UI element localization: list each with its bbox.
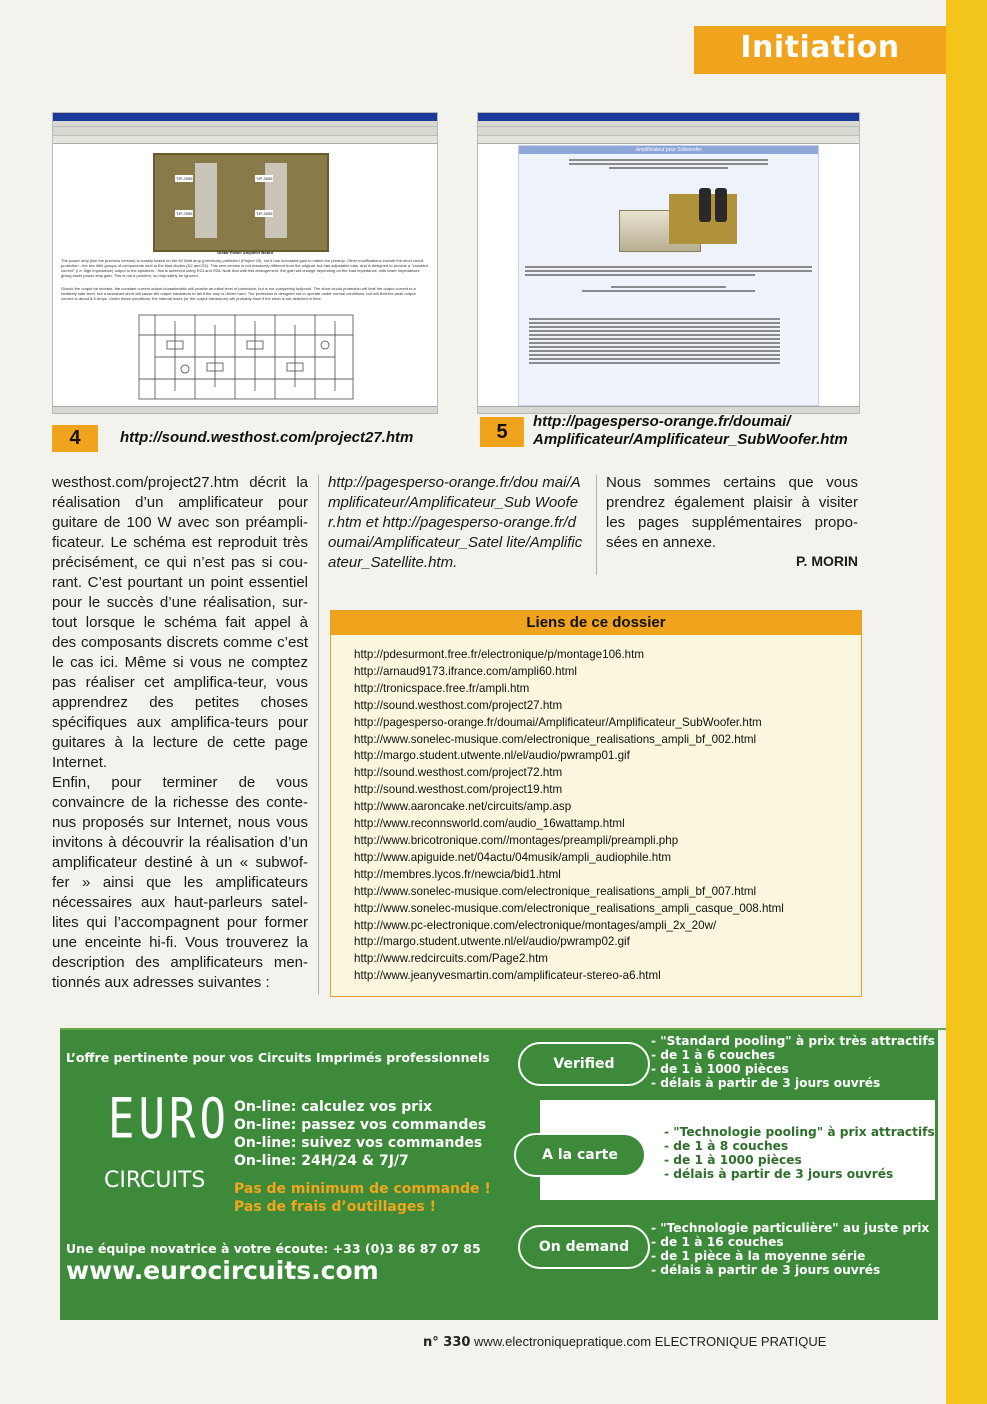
logo-top-text: EURO xyxy=(108,1087,230,1152)
link-item[interactable]: http://www.aaroncake.net/circuits/amp.asp xyxy=(354,800,572,814)
text-line xyxy=(611,286,726,288)
table-row xyxy=(529,342,780,344)
online-feature: On-line: suivez vos commandes xyxy=(234,1135,483,1151)
window-title-bar xyxy=(53,113,437,121)
board-caption: Guitar Power Amplifier Board xyxy=(217,250,273,255)
text-line xyxy=(582,290,754,292)
capacitor xyxy=(715,188,727,222)
ic-label: TIP-2955 xyxy=(176,211,193,216)
offer-a-la-carte-pill[interactable]: A la carte xyxy=(514,1133,646,1177)
offer-detail: - de 1 à 16 couches xyxy=(651,1235,784,1249)
offer-detail: - de 1 pièce à la moyenne série xyxy=(651,1249,866,1263)
promo-line: Pas de minimum de commande ! xyxy=(234,1181,491,1197)
page-body-lines xyxy=(525,264,812,294)
link-item[interactable]: http://pagesperso-orange.fr/doumai/Amplificateur/Amplificateur_SubWoofer.htm xyxy=(354,715,762,729)
article-paragraph: Enfin, pour terminer de vous convaincre de la richesse des conte-nus proposés sur Internet, nous vous invitons à découvrir la réalisation d’un amplificateur destiné à un « subwof-fer » ainsi que les amplificateurs nécessaires aux haut-parleurs satel-lites qui l’accompagnent pour former une enceinte hi-fi. Vous trouverez la description des amplificateurs men-tionnés aux adresses suivantes : xyxy=(52,774,308,991)
figure-5-badge: 5 xyxy=(480,417,524,447)
webpage-content xyxy=(518,145,819,406)
amplifier-photo xyxy=(599,184,739,258)
amplifier-schematic xyxy=(135,311,357,403)
page-edge-strip xyxy=(946,0,987,1404)
article-column-3 xyxy=(606,473,858,553)
component-table xyxy=(529,316,808,366)
window-toolbar xyxy=(53,127,437,136)
offer-detail: - "Technologie particulière" au juste prix xyxy=(651,1221,930,1235)
table-row xyxy=(529,322,780,324)
table-row xyxy=(529,326,780,328)
link-item[interactable]: http://www.bricotronique.com//montages/preampli/preampli.php xyxy=(354,833,679,847)
window-toolbar xyxy=(478,127,859,136)
table-row xyxy=(529,362,780,364)
offer-verified-details xyxy=(651,1034,935,1090)
link-item[interactable]: http://margo.student.utwente.nl/el/audio/pwramp02.gif xyxy=(354,935,630,949)
text-line xyxy=(525,270,812,272)
link-item[interactable]: http://sound.westhost.com/project19.htm xyxy=(354,783,563,797)
offer-detail: - délais à partir de 3 jours ouvrés xyxy=(651,1263,881,1277)
article-column-2 xyxy=(328,473,583,573)
table-row xyxy=(529,330,780,332)
link-item[interactable]: http://www.sonelec-musique.com/electronique_realisations_ampli_bf_002.html xyxy=(354,732,757,746)
link-item[interactable]: http://pdesurmont.free.fr/electronique/p/montage106.htm xyxy=(354,648,645,661)
link-item[interactable]: http://sound.westhost.com/project72.htm xyxy=(354,766,563,780)
screenshot-paragraph: Should the output be shorted, the constant current output characteristic will provide an initial level of protection, but is not completely foolproof. The short circuit protection will limit the output current to a relatively safe level, but a sustained short will cause the output transistors to fail if the amp is driven hard. The protection is designed not to operate under normal conditions, but will limit the peak output current to about 8.5 Amps. Under these conditions, the internal fuses (or the output transistors) will probably blow if the short is not detected in time. xyxy=(61,286,416,301)
figure-5-screenshot xyxy=(477,112,860,414)
offer-a-la-carte-details xyxy=(664,1125,935,1181)
text-line xyxy=(609,167,728,169)
pcb-photo xyxy=(153,153,329,252)
window-title-bar xyxy=(478,113,859,121)
figure-4-caption: http://sound.westhost.com/project27.htm xyxy=(120,429,414,446)
link-item[interactable]: http://www.sonelec-musique.com/electronique_realisations_ampli_bf_007.html xyxy=(354,884,757,898)
link-item[interactable]: http://www.sonelec-musique.com/electronique_realisations_ampli_casque_008.html xyxy=(354,901,784,915)
offer-on-demand-details xyxy=(651,1221,929,1277)
link-item[interactable]: http://tronicspace.free.fr/ampli.htm xyxy=(354,681,530,695)
offer-on-demand-pill[interactable]: On demand xyxy=(518,1225,650,1269)
ic-label: TIP-2955 xyxy=(176,176,193,181)
offer-detail: - de 1 à 1000 pièces xyxy=(651,1062,789,1076)
offer-detail: - de 1 à 8 couches xyxy=(664,1139,789,1153)
online-feature: On-line: calculez vos prix xyxy=(234,1099,433,1115)
table-row xyxy=(529,358,780,360)
footer-magazine: ELECTRONIQUE PRATIQUE xyxy=(654,1334,827,1349)
text-line xyxy=(525,266,812,268)
online-features xyxy=(234,1098,486,1170)
link-item[interactable]: http://membres.lycos.fr/newcia/bid1.html xyxy=(354,867,561,881)
offer-detail: - délais à partir de 3 jours ouvrés xyxy=(651,1076,881,1090)
capacitor xyxy=(699,188,711,222)
article-column-1 xyxy=(52,473,308,993)
offer-verified-pill[interactable]: Verified xyxy=(518,1042,650,1086)
window-status-bar xyxy=(53,406,437,413)
offer-detail: - "Standard pooling" à prix très attractifs xyxy=(651,1034,935,1048)
table-row xyxy=(529,354,780,356)
table-row xyxy=(529,350,780,352)
window-address-bar xyxy=(53,136,437,144)
links-box xyxy=(330,610,862,997)
ad-contact: Une équipe novatrice à votre écoute: +33 (0)3 86 87 07 85 xyxy=(66,1241,481,1256)
column-divider xyxy=(596,475,597,575)
page-footer xyxy=(423,1334,826,1350)
link-item[interactable]: http://www.jeanyvesmartin.com/amplificateur-stereo-a6.html xyxy=(354,969,661,983)
link-item[interactable]: http://www.apiguide.net/04actu/04musik/ampli_audiophile.htm xyxy=(354,850,672,864)
figure-5-caption-line-1: http://pagesperso-orange.fr/doumai/ xyxy=(533,413,791,430)
heatsink xyxy=(195,163,217,238)
link-item[interactable]: http://www.reconnsworld.com/audio_16wattamp.html xyxy=(354,817,625,831)
link-item[interactable]: http://margo.student.utwente.nl/el/audio/pwramp01.gif xyxy=(354,749,630,763)
links-box-title: Liens de ce dossier xyxy=(331,611,861,635)
ad-website[interactable]: www.eurocircuits.com xyxy=(66,1256,379,1285)
ic-label: TIP-3055 xyxy=(256,211,273,216)
table-row xyxy=(529,338,780,340)
link-item[interactable]: http://www.redcircuits.com/Page2.htm xyxy=(354,952,548,966)
figure-4-badge: 4 xyxy=(52,425,98,452)
table-row xyxy=(529,334,780,336)
table-row xyxy=(529,318,780,320)
promo-text xyxy=(234,1180,491,1216)
link-item[interactable]: http://arnaud9173.ifrance.com/ampli60.html xyxy=(354,664,577,678)
footer-site: www.electroniquepratique.com xyxy=(474,1334,652,1349)
offer-detail: - de 1 à 1000 pièces xyxy=(664,1153,802,1167)
text-line xyxy=(525,274,755,276)
issue-number: n° 330 xyxy=(423,1335,471,1350)
window-status-bar xyxy=(478,406,859,413)
offer-detail: - délais à partir de 3 jours ouvrés xyxy=(664,1167,894,1181)
logo-bottom-text: CIRCUITS xyxy=(104,1168,206,1193)
page-intro-lines xyxy=(519,154,818,169)
link-item[interactable]: http://sound.westhost.com/project27.htm xyxy=(354,698,563,712)
table-row xyxy=(529,346,780,348)
column-divider xyxy=(318,475,319,995)
text-line xyxy=(569,163,768,165)
figure-4-screenshot xyxy=(52,112,438,414)
article-paragraph: westhost.com/project27.htm décrit la réalisation d’un amplificateur pour guitare de 100 W avec son préampli-ficateur. Le schéma est reproduit très précisément, ce qui n’est pas si cou-rant. C’est pourtant un point essentiel pour le succès d’une réalisation, sur-tout lorsque le schéma fait appel à des composants discrets comme c’est le cas ici. Même si vous ne comptez pas réaliser cet amplifica-teur, vous apprendrez des petites choses spécifiques aux amplifica-teurs pour guitares à la lecture de cette page Internet. xyxy=(52,474,308,771)
ad-tagline: L’offre pertinente pour vos Circuits Imprimés professionnels xyxy=(66,1050,490,1065)
text-line xyxy=(569,159,768,161)
offer-detail: - "Technologie pooling" à prix attractifs xyxy=(664,1125,935,1139)
figure-5-caption-line-2: Amplificateur/Amplificateur_SubWoofer.htm xyxy=(533,431,848,448)
eurocircuits-logo xyxy=(78,1087,230,1215)
article-paragraph: http://pagesperso-orange.fr/dou mai/Amplificateur/Amplificateur_Sub Woofer.htm et http://pagesperso-orange.fr/doumai/Amplificateur_Satel lite/Amplificateur_Satellite.htm. xyxy=(328,474,583,571)
page-banner: Amplificateur pour Subwoofer xyxy=(519,146,818,154)
article-paragraph: Nous sommes certains que vous prendrez également plaisir à visiter les pages supplémentaires propo-sées en annexe. xyxy=(606,474,858,551)
online-feature: On-line: passez vos commandes xyxy=(234,1117,487,1133)
promo-line: Pas de frais d’outillages ! xyxy=(234,1199,436,1215)
links-list xyxy=(331,635,861,985)
section-title: Initiation xyxy=(740,30,900,65)
ic-label: TIP-3055 xyxy=(256,176,273,181)
window-address-bar xyxy=(478,136,859,144)
author: P. MORIN xyxy=(796,553,858,569)
offer-detail: - de 1 à 6 couches xyxy=(651,1048,776,1062)
link-item[interactable]: http://www.pc-electronique.com/electronique/montages/ampli_2x_20w/ xyxy=(354,918,717,932)
online-feature: On-line: 24H/24 & 7J/7 xyxy=(234,1153,409,1169)
screenshot-paragraph: The power amp (like the previous version) is loosely based on the 60 Watt amp (previously published (Project 03), but it has increased gain to match the preamp. Other modifications include the short circuit protection - the two little groups of components next to the bias diodes (D2 and D3). This new version is not massively different from the original, but has adjustable bias, and is designed to provide a "constant current" (i.e. high impedance) output to the speakers - this is achieved using R23 and R26. Note that with this arrangement, the gain will change depending on the load impedance, with lower impedances giving lower power amp gain. This is not a problem, so may safely be ignored. xyxy=(61,258,428,278)
